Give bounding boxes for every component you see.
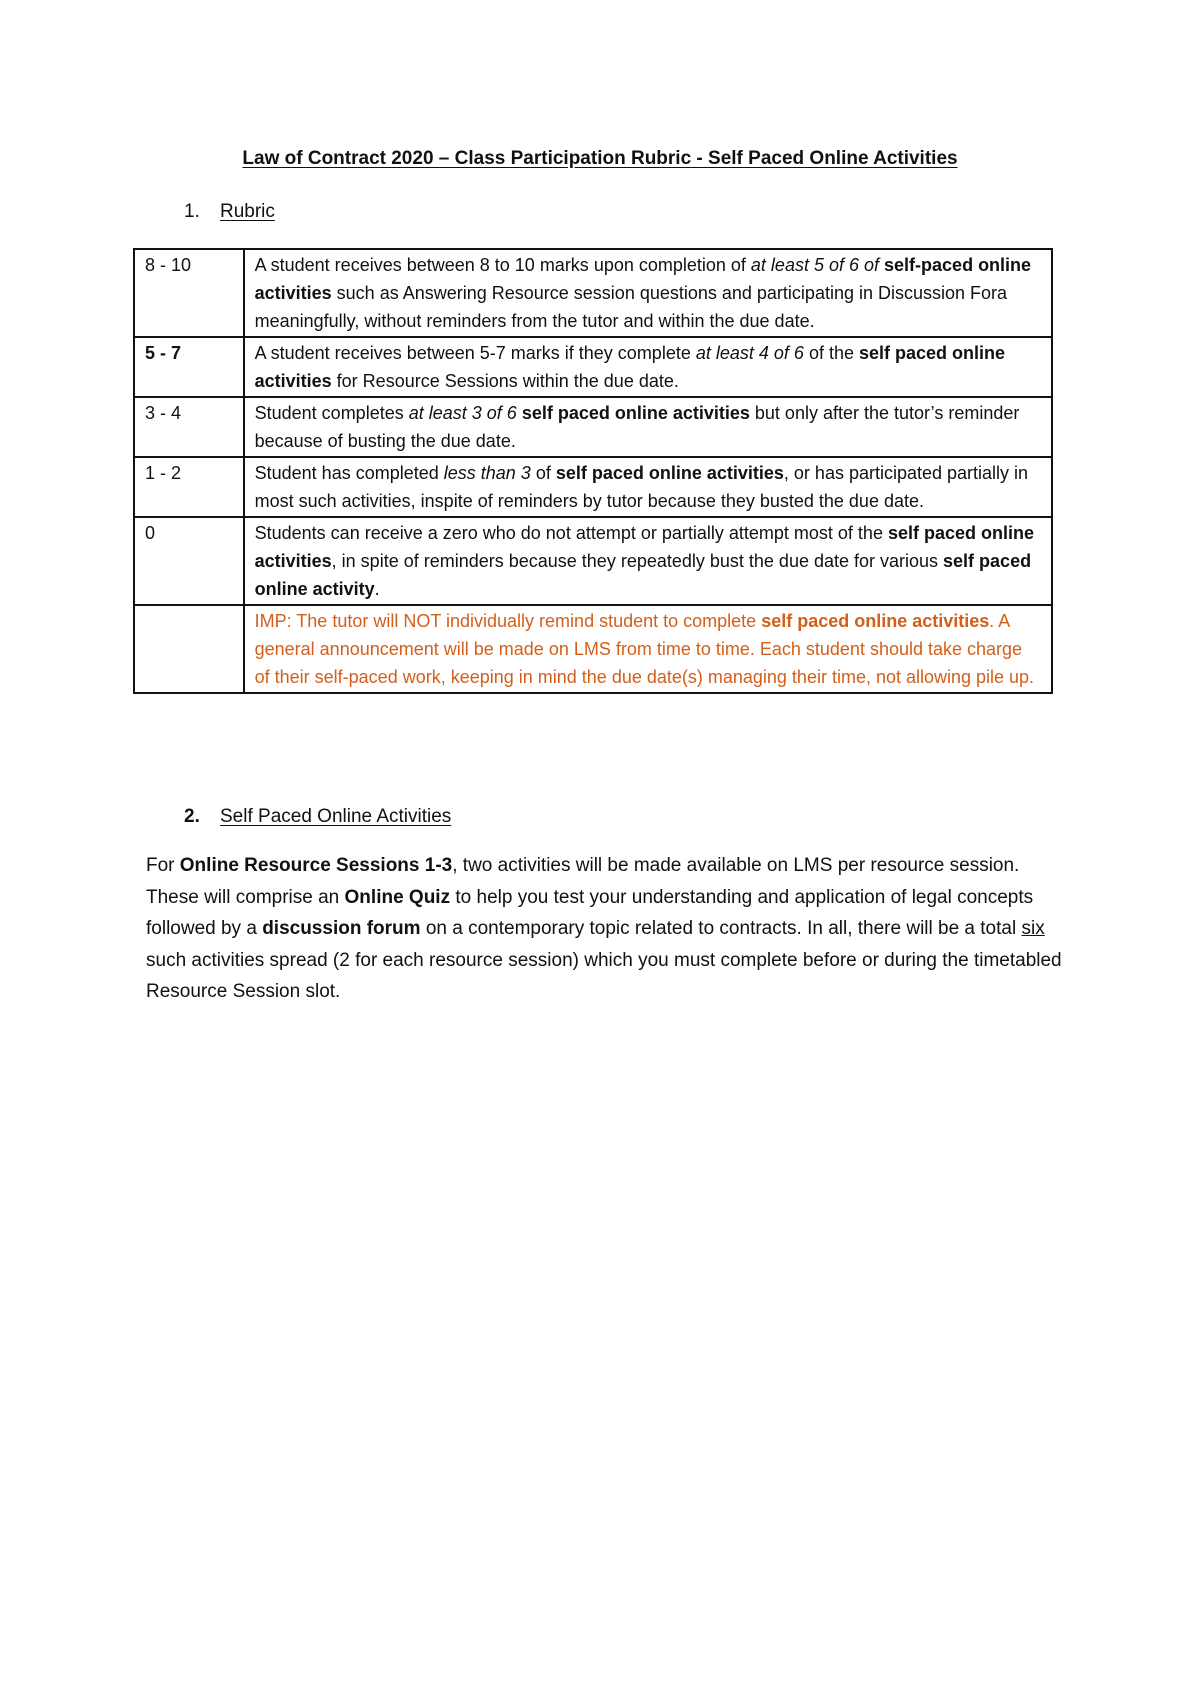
bold-text: self paced online activities [254,343,1006,391]
description-cell [244,517,1052,605]
text: . [374,579,380,599]
rubric-table [133,248,1053,694]
imp-note-cell [244,605,1052,693]
rubric-row [134,249,1052,337]
italic-text: at least 3 of 6 [408,403,517,423]
underlined-text: six [1021,918,1045,939]
bold-text: self paced online activities [254,523,1035,571]
bold-text: Online Quiz [344,886,451,908]
description-cell [244,457,1052,517]
imp-bold-text: self paced online activities [761,611,990,631]
text: Student completes [254,403,409,423]
bold-text: Online Resource Sessions 1-3 [179,855,453,876]
text: for Resource Sessions within the due date. [331,371,679,391]
text: , or has participated partially in most such activities, inspite of reminders by tutor because they busted the due date. [254,463,1029,511]
text: Student has completed [254,463,444,483]
section-number: 2. [184,806,200,827]
text: of [530,463,556,483]
text: A student receives between 8 to 10 marks upon completion of [254,255,751,275]
score-cell: 1 - 2 [134,457,244,517]
score-cell: 8 - 10 [134,249,244,337]
rubric-row-note [134,605,1052,693]
text: on a contemporary topic related to contracts. In all, there will be a total [420,918,1022,939]
text: such as Answering Resource session questions and participating in Discussion Fora meaningfully, without reminders from the tutor and within the due date. [254,283,1008,331]
description-cell [244,397,1052,457]
description-cell [244,249,1052,337]
text: but only after the tutor’s reminder because of busting the due date. [254,403,1020,451]
text: such activities spread (2 for each resource session) which you must complete before or during the timetabled Resource Session slot. [146,949,1062,1002]
bold-text: discussion forum [262,918,421,939]
section-title: Self Paced Online Activities [220,806,452,827]
section-title: Rubric [220,201,275,222]
description-cell [244,337,1052,397]
text: For [146,855,180,876]
score-cell: 0 [134,517,244,605]
empty-score-cell [134,605,244,693]
score-cell: 3 - 4 [134,397,244,457]
rubric-row [134,397,1052,457]
bold-text: self paced online activity [254,551,1032,599]
italic-text: less than 3 [443,463,531,483]
score-cell: 5 - 7 [134,337,244,397]
bold-text: self paced online activities [521,403,750,423]
imp-text: . A general announcement will be made on LMS from time to time. Each student should take charge of their self-paced work, keeping in mind the due date(s) managing their time, not allowing pile up. [254,611,1035,687]
italic-text: at least 4 of 6 [695,343,804,363]
text: A student receives between 5-7 marks if they complete [254,343,696,363]
italic-text: at least 5 of 6 of [750,255,880,275]
rubric-row [134,337,1052,397]
section-number: 1. [184,201,200,222]
rubric-row [134,457,1052,517]
text: , in spite of reminders because they repeatedly bust the due date for various [331,551,944,571]
section-heading-rubric [184,201,275,223]
text: Students can receive a zero who do not attempt or partially attempt most of the [254,523,888,543]
bold-text: self-paced online activities [254,255,1032,303]
body-paragraph [146,850,1076,1008]
text: of the [803,343,859,363]
text: , two activities will be made available on LMS per resource session. These will comprise an [146,855,1020,908]
document-title: Law of Contract 2020 – Class Participation Rubric - Self Paced Online Activities [242,148,958,169]
section-heading-activities [184,806,451,828]
imp-text: IMP: The tutor will NOT individually remind student to complete [254,611,762,631]
text: to help you test your understanding and application of legal concepts followed by a [146,886,1034,939]
rubric-row [134,517,1052,605]
bold-text: self paced online activities [555,463,784,483]
